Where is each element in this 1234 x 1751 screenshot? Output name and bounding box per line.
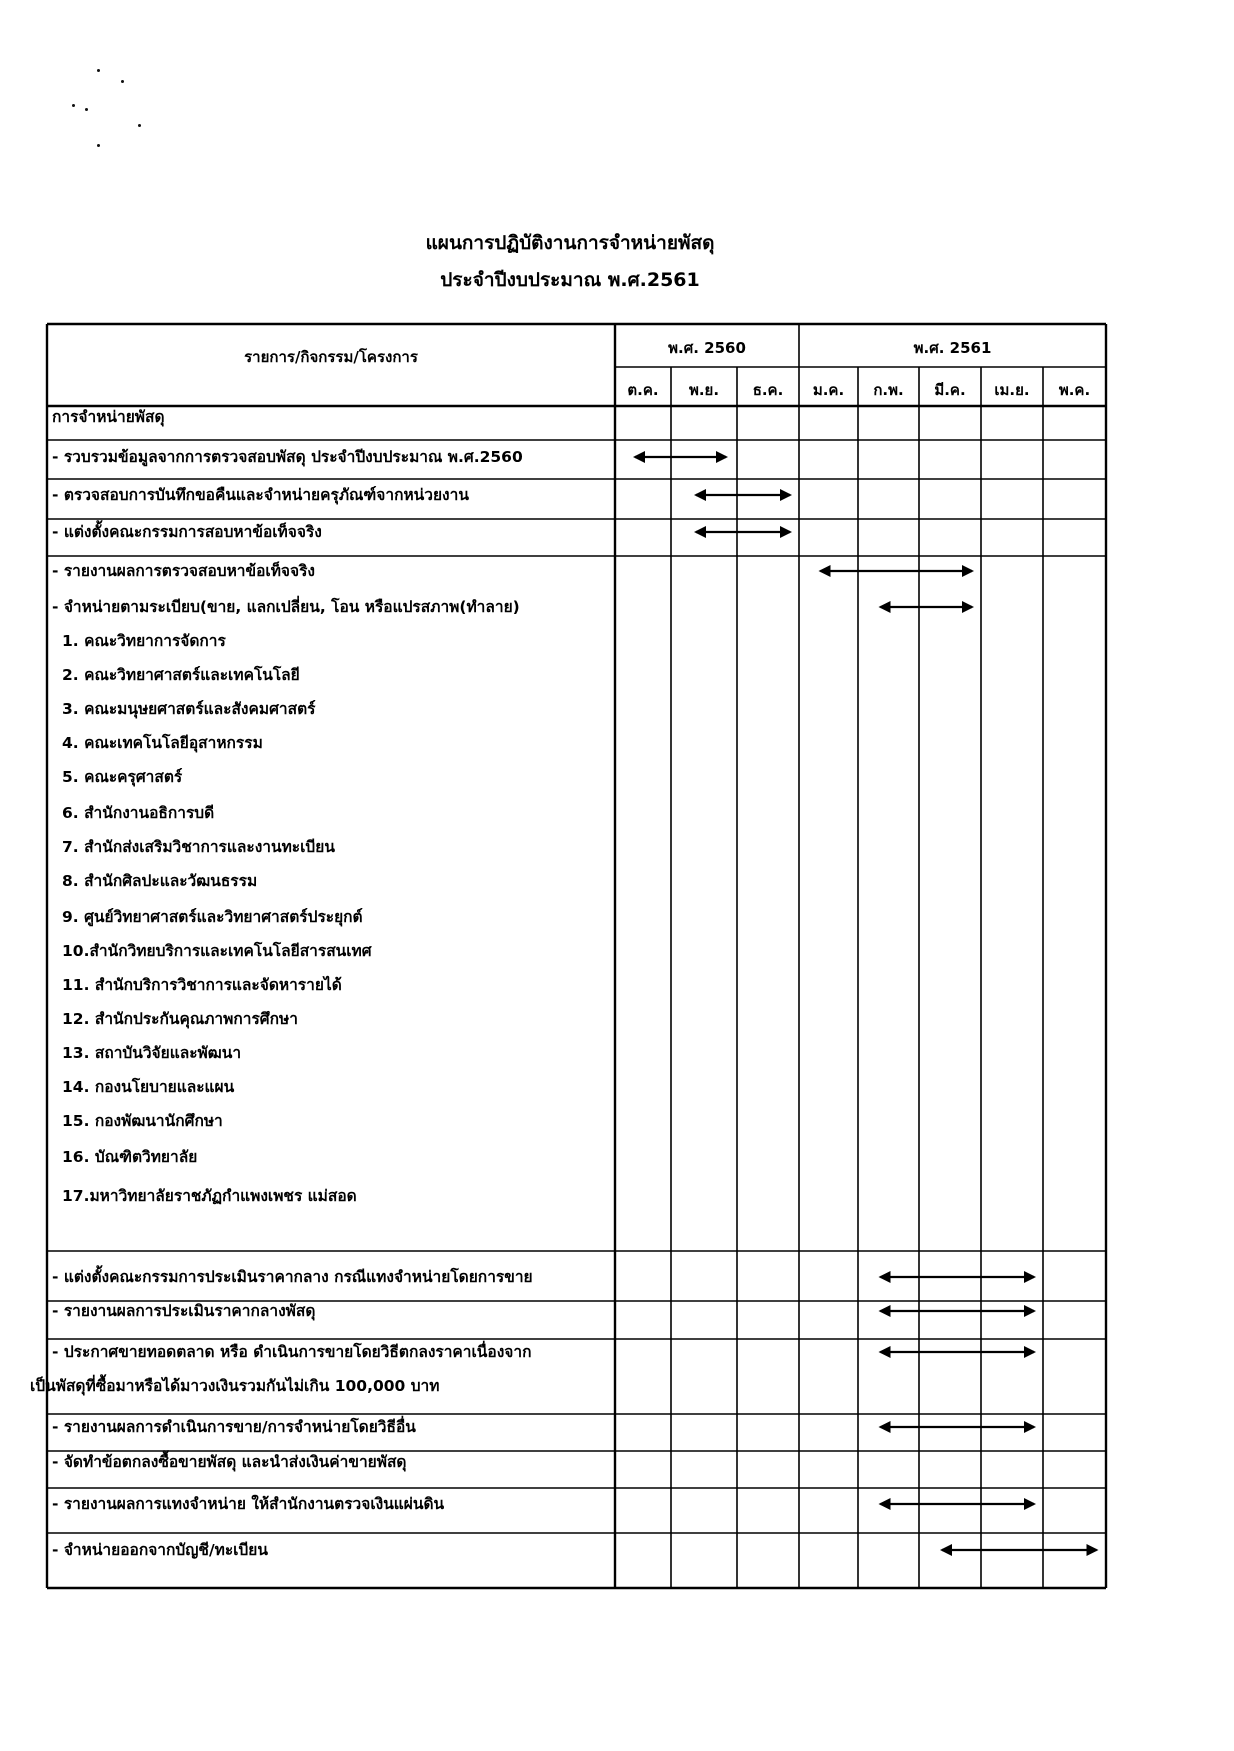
activity-row-text: - แต่งตั้งคณะกรรมการประเมินราคากลาง กรณีแทงจำหน่ายโดยการขาย — [52, 1268, 533, 1286]
activity-row-text: 12. สำนักประกันคุณภาพการศึกษา — [62, 1010, 298, 1028]
activity-row-text: 2. คณะวิทยาศาสตร์และเทคโนโลยี — [62, 666, 300, 684]
arrow-head — [879, 1271, 891, 1283]
activity-row-text: 6. สำนักงานอธิการบดี — [62, 804, 215, 822]
header-month-label: ต.ค. — [627, 381, 659, 399]
activity-row-text: 8. สำนักศิลปะและวัฒนธรรม — [62, 872, 258, 890]
activity-row-text: 9. ศูนย์วิทยาศาสตร์และวิทยาศาสตร์ประยุกต์ — [62, 908, 363, 926]
activity-row-text: การจำหน่ายพัสดุ — [52, 408, 165, 426]
header-month-label: พ.ค. — [1058, 381, 1091, 399]
document-subtitle: ประจำปีงบประมาณ พ.ศ.2561 — [440, 269, 700, 291]
header-month-label: ธ.ค. — [752, 381, 784, 399]
header-year-label: พ.ศ. 2560 — [668, 339, 746, 357]
arrow-head — [879, 1346, 891, 1358]
arrow-head — [716, 451, 728, 463]
header-month-label: ก.พ. — [873, 381, 904, 399]
arrow-head — [780, 489, 792, 501]
activity-row-text: - จำหน่ายออกจากบัญชี/ทะเบียน — [52, 1541, 268, 1559]
activity-row-text: 13. สถาบันวิจัยและพัฒนา — [62, 1044, 242, 1062]
activity-row-text: 7. สำนักส่งเสริมวิชาการและงานทะเบียน — [62, 838, 335, 856]
activity-row-text: เป็นพัสดุที่ซื้อมาหรือได้มาวงเงินรวมกันไม่เกิน 100,000 บาท — [30, 1377, 440, 1395]
activity-row-text: - รายงานผลการดำเนินการขาย/การจำหน่ายโดยวิธีอื่น — [52, 1418, 416, 1436]
activity-row-text: 5. คณะครุศาสตร์ — [62, 768, 183, 786]
activity-row-text: - รวบรวมข้อมูลจากการตรวจสอบพัสดุ ประจำปีงบประมาณ พ.ศ.2560 — [52, 448, 523, 466]
activity-row-text: 15. กองพัฒนานักศึกษา — [62, 1112, 223, 1130]
header-month-label: ม.ค. — [812, 381, 845, 399]
arrow-head — [962, 565, 974, 577]
activity-row-text: - รายงานผลการตรวจสอบหาข้อเท็จจริง — [52, 562, 315, 580]
arrow-head — [694, 526, 706, 538]
arrow-head — [879, 1305, 891, 1317]
activity-row-text: - รายงานผลการแทงจำหน่าย ให้สำนักงานตรวจเงินแผ่นดิน — [52, 1495, 445, 1513]
activity-row-text: - จัดทำข้อตกลงซื้อขายพัสดุ และนำส่งเงินค่าขายพัสดุ — [52, 1453, 407, 1471]
header-activity-label: รายการ/กิจกรรม/โครงการ — [244, 348, 418, 366]
arrow-head — [780, 526, 792, 538]
activity-row-text: 11. สำนักบริการวิชาการและจัดหารายได้ — [62, 976, 342, 994]
header-month-label: มี.ค. — [934, 381, 966, 399]
document-title: แผนการปฏิบัติงานการจำหน่ายพัสดุ — [425, 232, 715, 254]
arrow-head — [879, 1421, 891, 1433]
activity-row-text: - แต่งตั้งคณะกรรมการสอบหาข้อเท็จจริง — [52, 523, 322, 541]
activity-row-text: 1. คณะวิทยาการจัดการ — [62, 632, 226, 650]
activity-row-text: - รายงานผลการประเมินราคากลางพัสดุ — [52, 1302, 316, 1320]
arrow-head — [694, 489, 706, 501]
arrow-head — [1024, 1346, 1036, 1358]
arrow-head — [879, 601, 891, 613]
arrow-head — [1087, 1544, 1099, 1556]
arrow-head — [633, 451, 645, 463]
header-month-label: เม.ย. — [994, 381, 1030, 399]
activity-row-text: 4. คณะเทคโนโลยีอุสาหกรรม — [62, 734, 263, 752]
activity-row-text: - ประกาศขายทอดตลาด หรือ ดำเนินการขายโดยวิธีตกลงราคาเนื่องจาก — [52, 1343, 532, 1361]
activity-row-text: 3. คณะมนุษยศาสตร์และสังคมศาสตร์ — [62, 700, 316, 718]
activity-row-text: 14. กองนโยบายและแผน — [62, 1078, 235, 1096]
activity-row-text: - จำหน่ายตามระเบียบ(ขาย, แลกเปลี่ยน, โอน หรือแปรสภาพ(ทำลาย) — [52, 598, 520, 616]
arrow-head — [1024, 1271, 1036, 1283]
arrow-head — [879, 1498, 891, 1510]
arrow-head — [940, 1544, 952, 1556]
arrow-head — [1024, 1498, 1036, 1510]
arrow-head — [962, 601, 974, 613]
arrow-head — [1024, 1421, 1036, 1433]
arrow-head — [1024, 1305, 1036, 1317]
arrow-head — [819, 565, 831, 577]
activity-row-text: - ตรวจสอบการบันทึกขอคืนและจำหน่ายครุภัณฑ์จากหน่วยงาน — [52, 486, 469, 504]
activity-row-text: 10.สำนักวิทยบริการและเทคโนโลยีสารสนเทศ — [62, 942, 372, 960]
header-month-label: พ.ย. — [688, 381, 720, 399]
header-year-label: พ.ศ. 2561 — [913, 339, 992, 357]
activity-row-text: 16. บัณฑิตวิทยาลัย — [62, 1148, 198, 1166]
activity-row-text: 17.มหาวิทยาลัยราชภัฏกำแพงเพชร แม่สอด — [62, 1187, 357, 1205]
